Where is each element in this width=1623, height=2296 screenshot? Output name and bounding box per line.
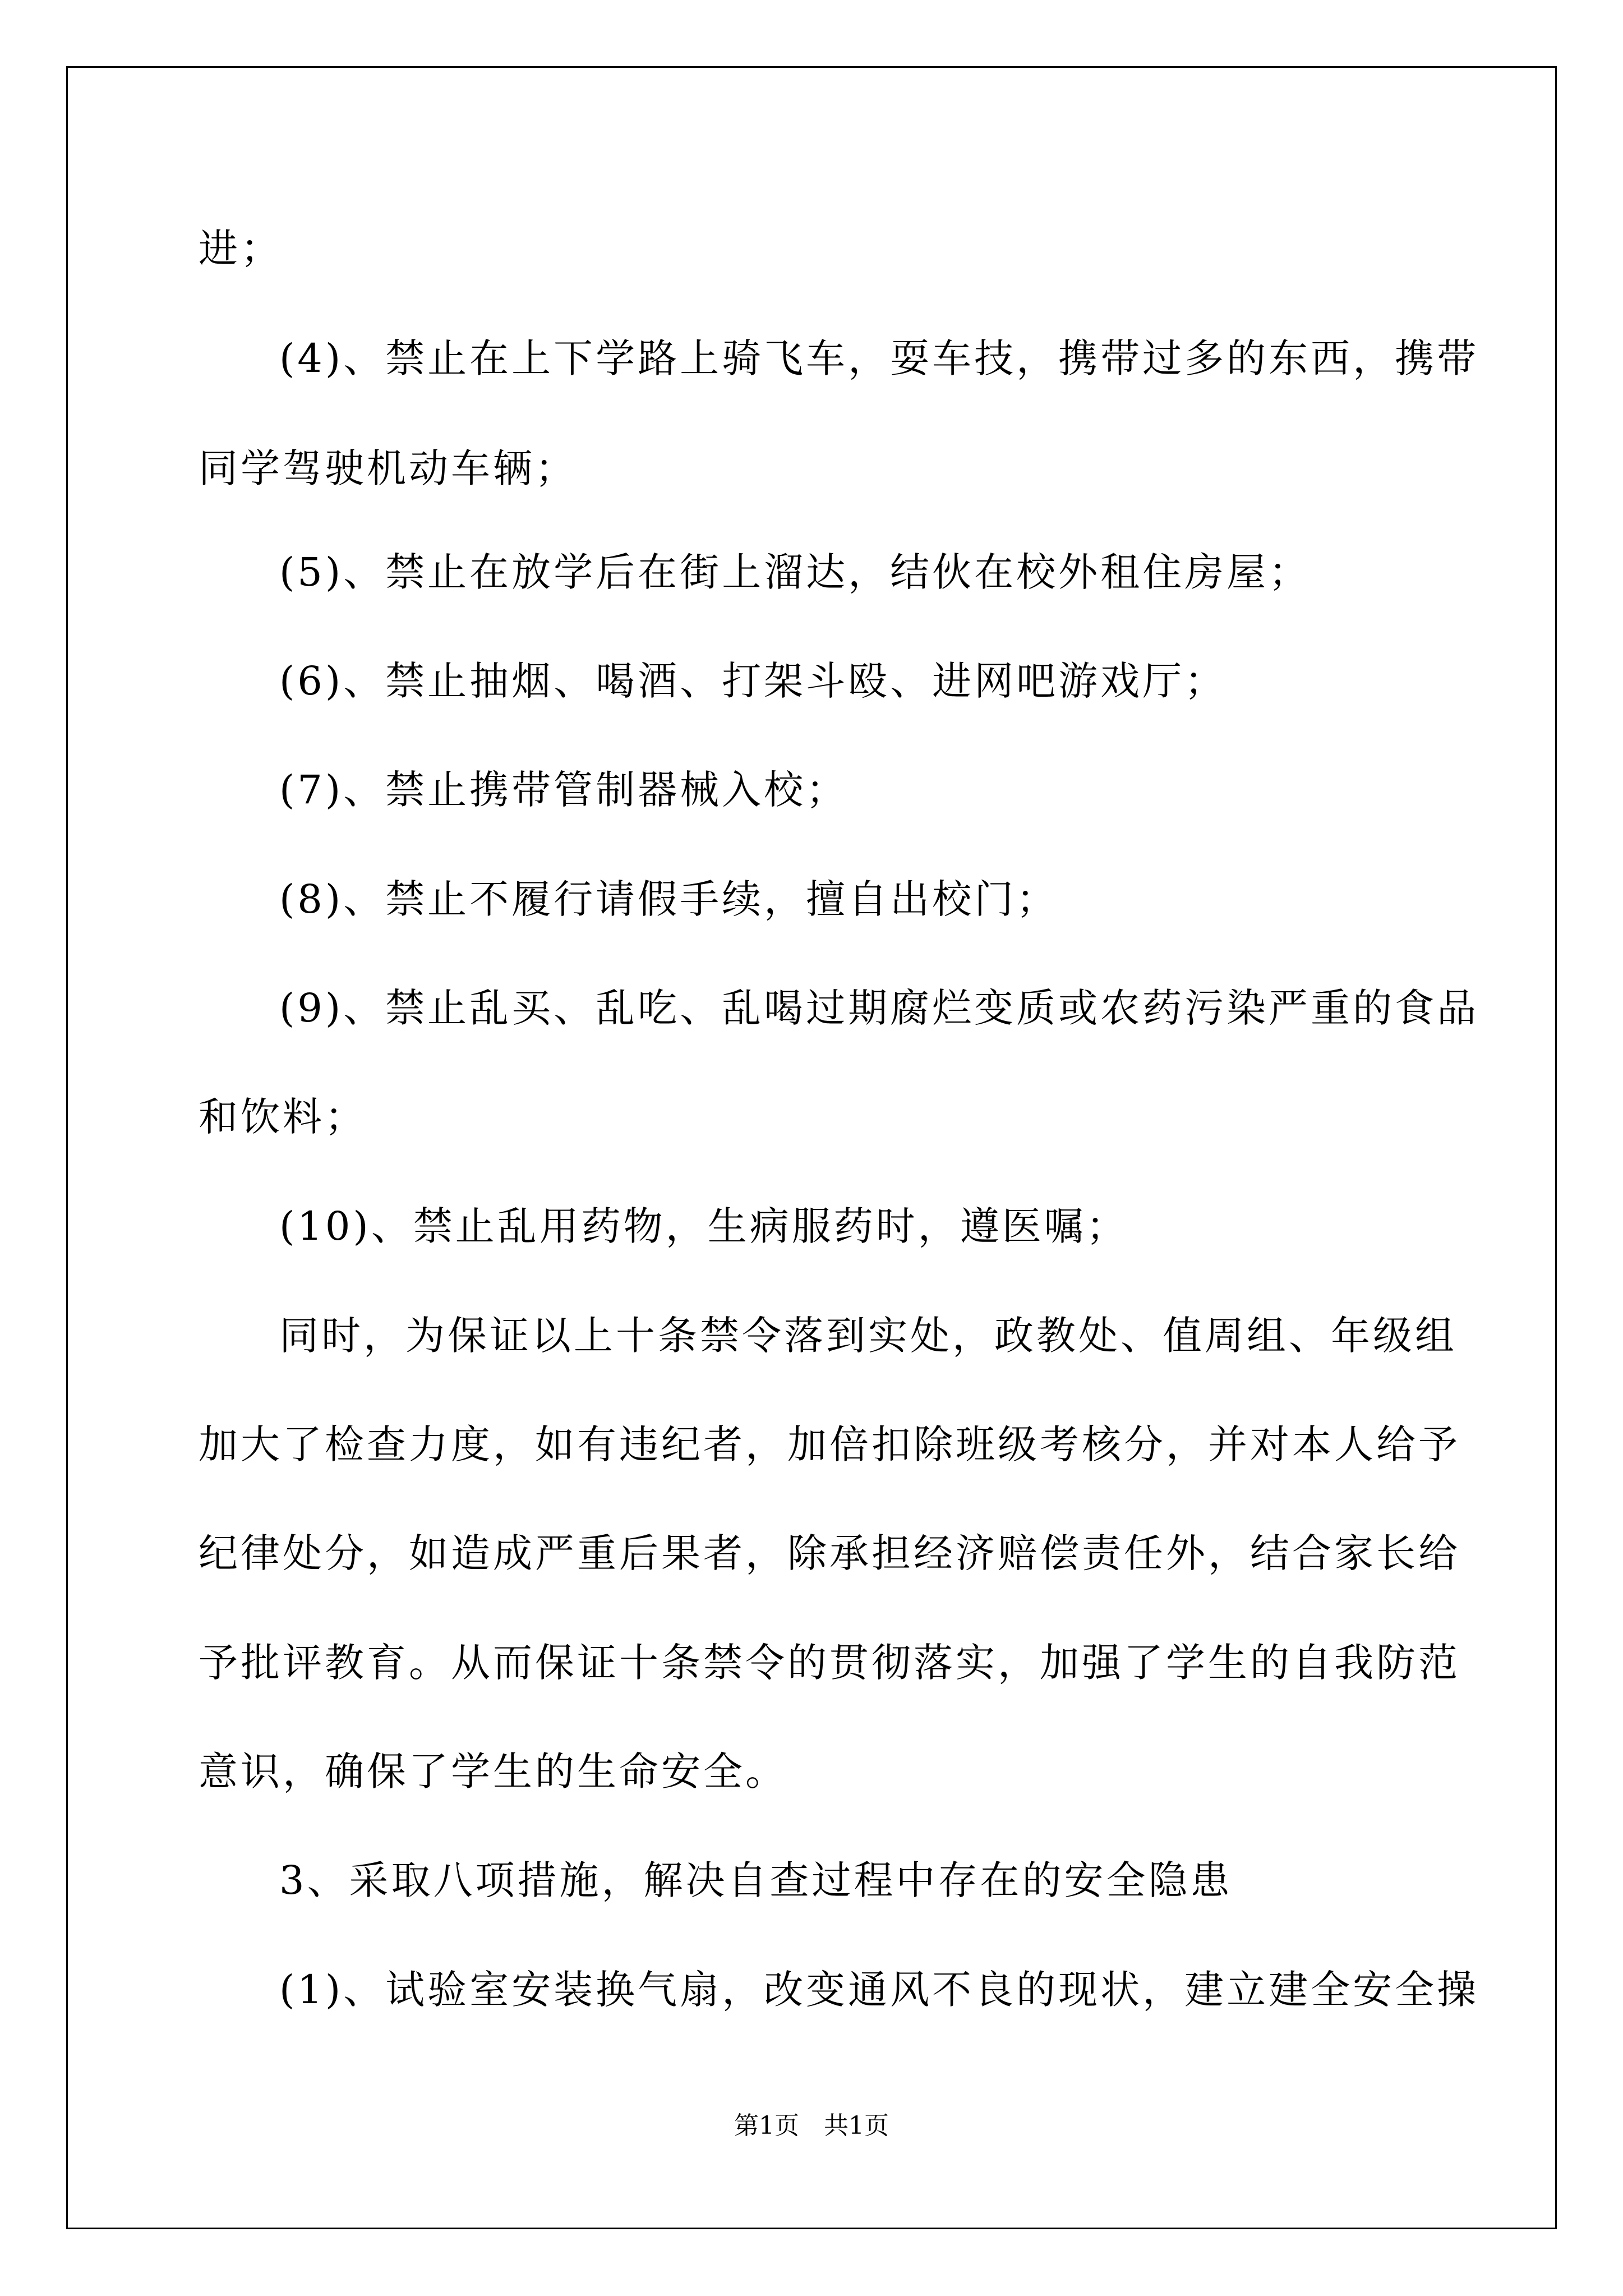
page-footer: 第1页 共1页 xyxy=(734,2111,889,2140)
text-line-5: (6)、禁止抽烟、喝酒、打架斗殴、进网吧游戏厅； xyxy=(279,658,1227,704)
text-line-17: (1)、试验室安装换气扇，改变通风不良的现状，建立建全安全操 xyxy=(279,1967,1479,2013)
text-line-9: 和饮料； xyxy=(199,1094,367,1140)
text-line-8: (9)、禁止乱买、乱吃、乱喝过期腐烂变质或农药污染严重的食品 xyxy=(279,985,1479,1031)
text-line-3: 同学驾驶机动车辆； xyxy=(199,445,577,491)
text-line-13: 纪律处分，如造成严重后果者，除承担经济赔偿责任外，结合家长给 xyxy=(199,1530,1460,1576)
text-line-1: 进； xyxy=(199,226,283,272)
text-line-2: (4)、禁止在上下学路上骑飞车，耍车技，携带过多的东西，携带 xyxy=(279,335,1479,381)
text-line-7: (8)、禁止不履行请假手续，擅自出校门； xyxy=(279,876,1059,922)
text-line-6: (7)、禁止携带管制器械入校； xyxy=(279,767,849,813)
text-line-10: (10)、禁止乱用药物，生病服药时，遵医嘱； xyxy=(279,1203,1128,1249)
text-line-12: 加大了检查力度，如有违纪者，加倍扣除班级考核分，并对本人给予 xyxy=(199,1421,1460,1467)
text-line-15: 意识，确保了学生的生命安全。 xyxy=(199,1749,787,1795)
text-line-4: (5)、禁止在放学后在街上溜达，结伙在校外租住房屋； xyxy=(279,549,1311,595)
text-line-16: 3、采取八项措施，解决自查过程中存在的安全隐患 xyxy=(279,1857,1233,1903)
text-line-14: 予批评教育。从而保证十条禁令的贯彻落实，加强了学生的自我防范 xyxy=(199,1640,1460,1686)
text-line-11: 同时，为保证以上十条禁令落到实处，政教处、值周组、年级组 xyxy=(279,1313,1457,1359)
